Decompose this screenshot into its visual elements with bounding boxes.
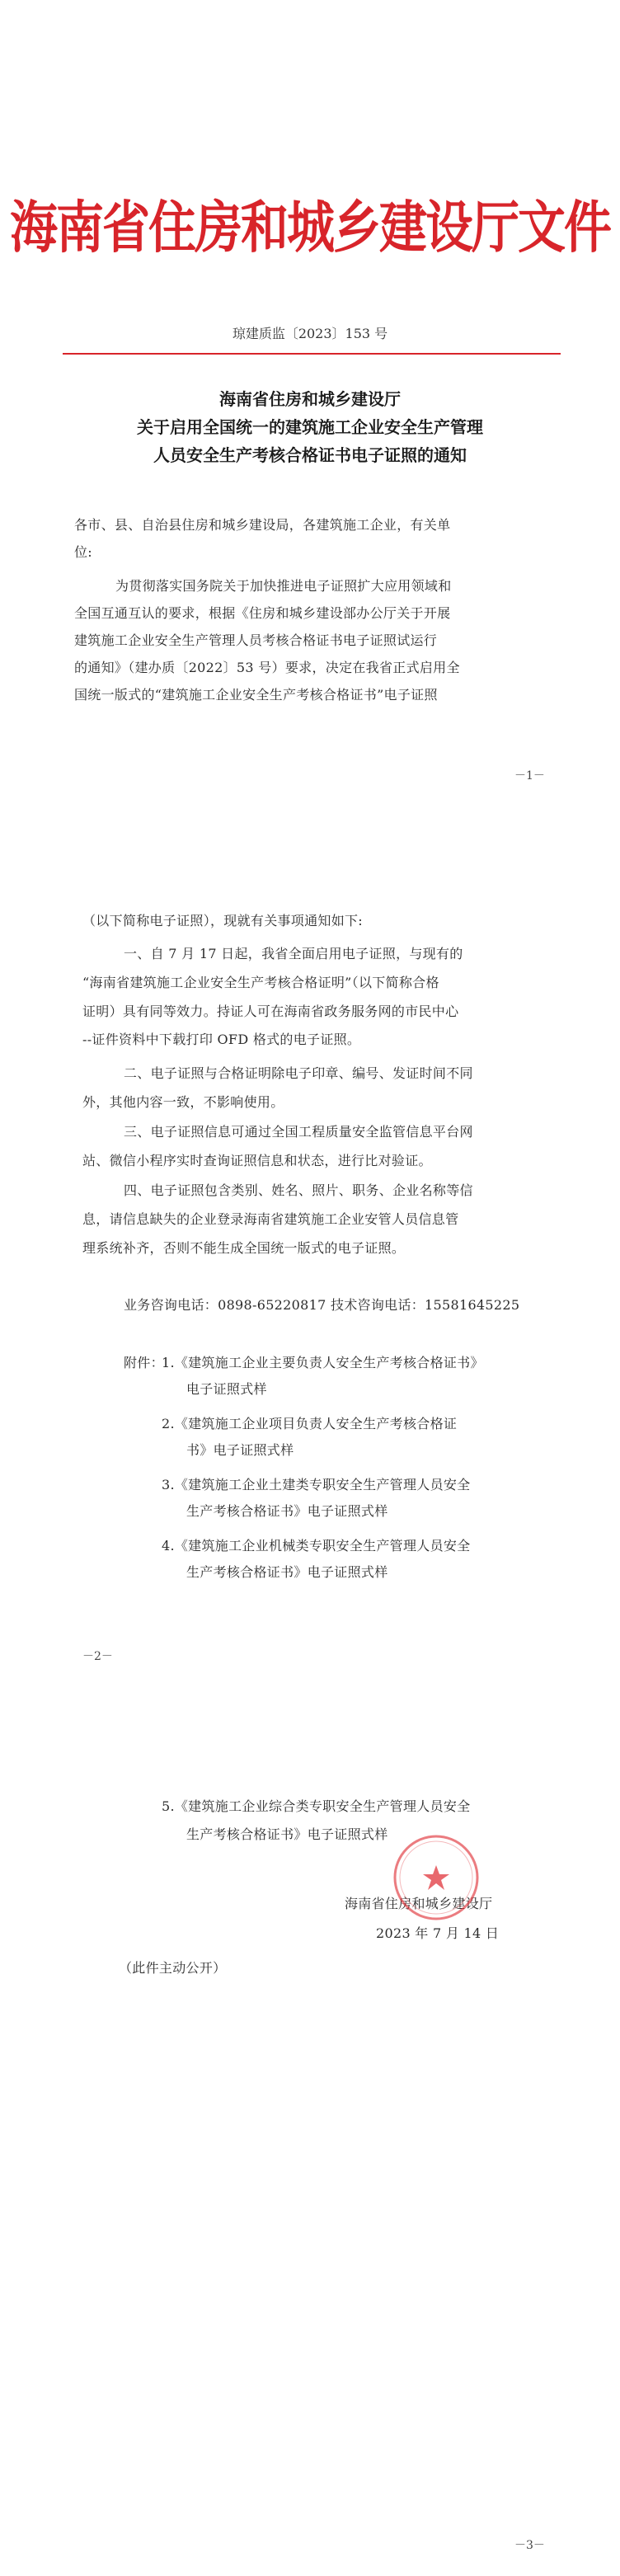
addressee-line-1: 各市、县、自治县住房和城乡建设局，各建筑施工企业，有关单 xyxy=(74,517,451,533)
item3-line-2: 站、微信小程序实时查询证照信息和状态，进行比对验证。 xyxy=(82,1153,432,1168)
document-number: 琼建质监〔2023〕153 号 xyxy=(232,326,388,341)
page-2 xyxy=(0,825,620,1682)
page-1 xyxy=(0,0,620,825)
document-header-title: 海南省住房和城乡建设厅文件 xyxy=(9,194,610,261)
item4-line-3: 理系统补齐，否则不能生成全国统一版式的电子证照。 xyxy=(82,1240,406,1256)
page-number: －3－ xyxy=(514,2539,545,2552)
attachment-2-line-1: 2.《建筑施工企业项目负责人安全生产考核合格证 xyxy=(162,1416,458,1431)
para1-line-3: 建筑施工企业安全生产管理人员考核合格证书电子证照试运行 xyxy=(74,632,438,648)
para1-line-5: 国统一版式的“建筑施工企业安全生产考核合格证书”电子证照 xyxy=(74,687,438,703)
para1-line-1: 为贯彻落实国务院关于加快推进电子证照扩大应用领域和 xyxy=(115,578,452,594)
disclosure-note: （此件主动公开） xyxy=(119,1960,227,1976)
red-divider xyxy=(63,353,561,355)
item4-line-2: 息，请信息缺失的企业登录海南省建筑施工企业安管人员信息管 xyxy=(82,1211,459,1227)
attachment-1-line-2: 电子证照式样 xyxy=(186,1381,267,1397)
page-3 xyxy=(0,1682,620,2576)
contact-phones: 业务咨询电话：0898-65220817 技术咨询电话：15581645225 xyxy=(124,1297,520,1313)
signing-authority: 海南省住房和城乡建设厅 xyxy=(345,1896,493,1911)
item2-line-2: 外，其他内容一致，不影响使用。 xyxy=(82,1094,284,1110)
attachment-4-line-1: 4.《建筑施工企业机械类专职安全生产管理人员安全 xyxy=(162,1538,471,1554)
para1-line-2: 全国互通互认的要求，根据《住房和城乡建设部办公厅关于开展 xyxy=(74,605,451,621)
item1-line-2: “海南省建筑施工企业安全生产考核合格证明”（以下简称合格 xyxy=(82,975,439,990)
para1-line-4: 的通知》（建办质〔2022〕53 号）要求，决定在我省正式启用全 xyxy=(74,660,460,675)
item1-line-4: --证件资料中下载打印 OFD 格式的电子证照。 xyxy=(82,1032,361,1047)
attachment-3-line-2: 生产考核合格证书》电子证照式样 xyxy=(186,1503,388,1519)
attachment-2-line-2: 书》电子证照式样 xyxy=(186,1442,294,1458)
attachment-1-line-1: 1.《建筑施工企业主要负责人安全生产考核合格证书》 xyxy=(162,1355,484,1370)
notice-title-line-2: 关于启用全国统一的建筑施工企业安全生产管理 xyxy=(137,417,483,437)
attachment-4-line-2: 生产考核合格证书》电子证照式样 xyxy=(186,1564,388,1580)
item3-line-1: 三、电子证照信息可通过全国工程质量安全监管信息平台网 xyxy=(124,1124,473,1140)
attachment-5-line-2: 生产考核合格证书》电子证照式样 xyxy=(186,1826,388,1842)
signing-date: 2023 年 7 月 14 日 xyxy=(376,1925,500,1941)
notice-title-line-1: 海南省住房和城乡建设厅 xyxy=(219,389,401,409)
attachment-3-line-1: 3.《建筑施工企业土建类专职安全生产管理人员安全 xyxy=(162,1477,471,1492)
item1-line-3: 证明）具有同等效力。持证人可在海南省政务服务网的市民中心 xyxy=(82,1004,459,1019)
item2-line-1: 二、电子证照与合格证明除电子印章、编号、发证时间不同 xyxy=(124,1065,473,1081)
notice-title-line-3: 人员安全生产考核合格证书电子证照的通知 xyxy=(153,445,467,465)
attachment-5-line-1: 5.《建筑施工企业综合类专职安全生产管理人员安全 xyxy=(162,1798,471,1814)
addressee-line-2: 位: xyxy=(74,544,92,560)
attachments-label: 附件： xyxy=(124,1355,164,1370)
official-seal-icon xyxy=(391,1832,481,1923)
item1-line-1: 一、自 7 月 17 日起，我省全面启用电子证照，与现有的 xyxy=(124,946,463,961)
intro-continuation: （以下简称电子证照），现就有关事项通知如下: xyxy=(82,913,363,928)
item4-line-1: 四、电子证照包含类别、姓名、照片、职务、企业名称等信 xyxy=(124,1182,473,1198)
page-number: －1－ xyxy=(514,769,545,783)
page-number: －2－ xyxy=(82,1650,113,1663)
